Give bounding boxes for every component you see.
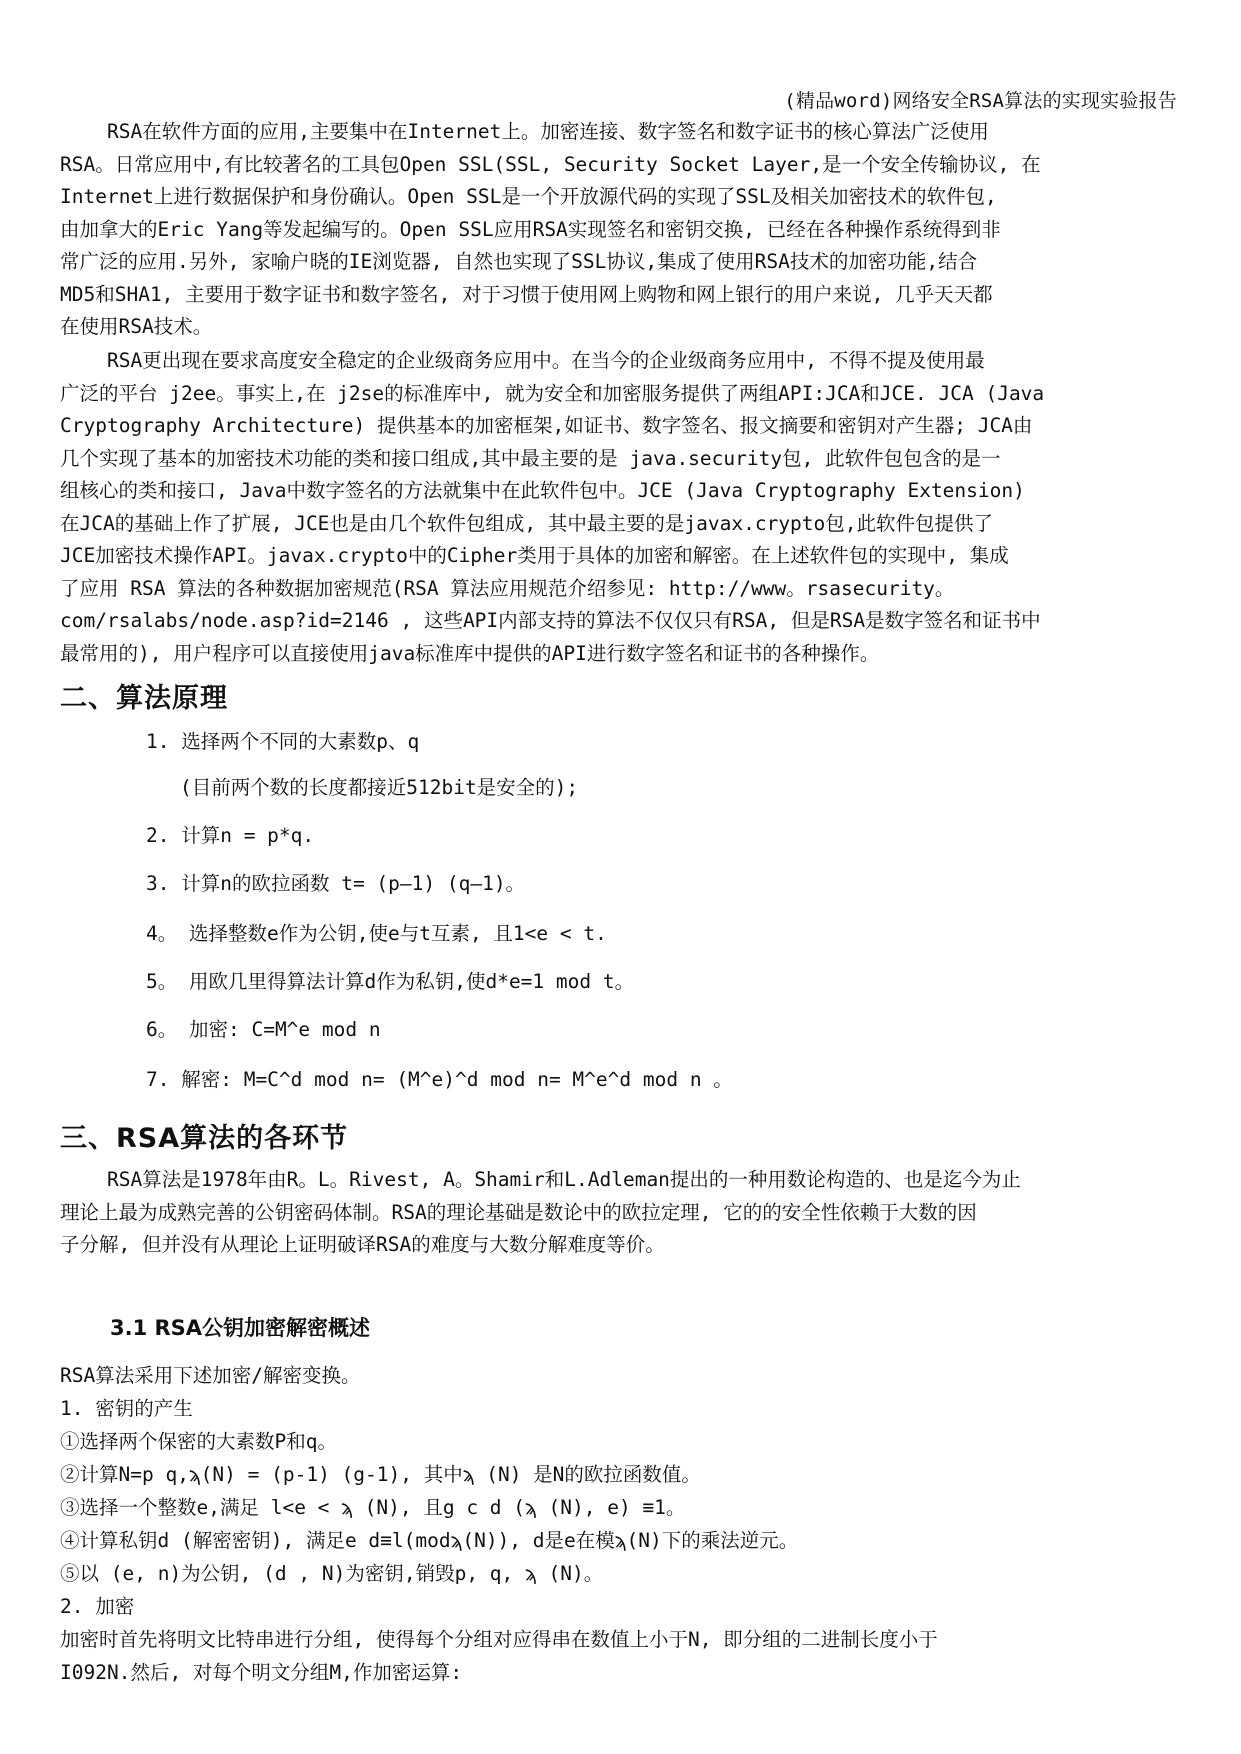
intro-paragraph-1	[60, 116, 1185, 344]
text-line: com/rsalabs/node.asp?id=2146 , 这些API内部支持的算法不仅仅只有RSA, 但是RSA是数字签名和证书中	[60, 609, 1041, 632]
text-line: RSA算法是1978年由R。L。Rivest, A。Shamir和L.Adleman提出的一种用数论构造的、也是迄今为止	[107, 1168, 1021, 1191]
text-line: 几个实现了基本的加密技术功能的类和接口组成,其中最主要的是 java.security包, 此软件包包含的是一	[60, 446, 1001, 470]
text-line: 子分解, 但并没有从理论上证明破译RSA的难度与大数分解难度等价。	[60, 1233, 665, 1256]
text-line: I092N.然后, 对每个明文分组M,作加密运算:	[60, 1661, 463, 1684]
algorithm-step: 5。 用欧几里得算法计算d作为私钥,使d*e=1 mod t。	[146, 970, 635, 993]
text-line: 在使用RSA技术。	[60, 315, 213, 338]
text-line: Internet上进行数据保护和身份确认。Open SSL是一个开放源代码的实现了SSL及相关加密技术的软件包,	[60, 185, 997, 208]
algorithm-step: 7. 解密: M=C^d mod n= (M^e)^d mod n= M^e^d mod n 。	[146, 1068, 733, 1091]
text-line: MD5和SHA1, 主要用于数字证书和数字签名, 对于习惯于使用网上购物和网上银行的用户来说, 几乎天天都	[60, 282, 993, 306]
text-line: Cryptography Architecture) 提供基本的加密框架,如证书、数字签名、报文摘要和密钥对产生器; JCA由	[60, 414, 1033, 437]
text-line: 广泛的平台 j2ee。事实上,在 j2se的标准库中, 就为安全和加密服务提供了两组API:JCA和JCE. JCA (Java	[60, 381, 1045, 405]
page-header-title: (精品word)网络安全RSA算法的实现实验报告	[784, 90, 1177, 112]
text-line: RSA算法采用下述加密/解密变换。	[60, 1364, 361, 1387]
text-line: 在JCA的基础上作了扩展, JCE也是由几个软件包组成, 其中最主要的是javax.crypto包,此软件包提供了	[60, 511, 994, 535]
section-3-paragraph	[60, 1164, 1185, 1262]
text-line: 组核心的类和接口, Java中数字签名的方法就集中在此软件包中。JCE (Java Cryptography Extension)	[60, 479, 1025, 502]
text-line: ②计算N=p q,ϡ(N) = (p-1) (g-1), 其中ϡ (N) 是N的欧拉函数值。	[60, 1463, 701, 1486]
text-line: 加密时首先将明文比特串进行分组, 使得每个分组对应得串在数值上小于N, 即分组的二进制长度小于	[60, 1628, 938, 1651]
section-3-heading: 三、RSA算法的各环节	[60, 1123, 349, 1154]
text-line: ③选择一个整数e,满足 l<e < ϡ (N), 且g c d (ϡ (N), e) ≡1。	[60, 1496, 686, 1519]
algorithm-step: 4。 选择整数e作为公钥,使e与t互素, 且1<e < t.	[146, 922, 607, 945]
text-line: 由加拿大的Eric Yang等发起编写的。Open SSL应用RSA实现签名和密钥交换, 已经在各种操作系统得到非	[60, 217, 1001, 241]
text-line: JCE加密技术操作API。javax.crypto中的Cipher类用于具体的加密和解密。在上述软件包的实现中, 集成	[60, 544, 1009, 567]
algorithm-step: 3. 计算n的欧拉函数 t= (p—1) (q—1)。	[146, 872, 526, 895]
text-line: ①选择两个保密的大素数P和q。	[60, 1430, 337, 1453]
text-line: 理论上最为成熟完善的公钥密码体制。RSA的理论基础是数论中的欧拉定理, 它的的安全性依赖于大数的因	[60, 1200, 977, 1224]
text-line: ⑤以 (e, n)为公钥, (d , N)为密钥,销毁p, q, ϡ (N)。	[60, 1562, 604, 1585]
text-line: 2. 加密	[60, 1595, 135, 1618]
algorithm-step-note: (目前两个数的长度都接近512bit是安全的);	[180, 776, 579, 799]
text-line: RSA。日常应用中,有比较著名的工具包Open SSL(SSL, Security Socket Layer,是一个安全传输协议, 在	[60, 152, 1041, 176]
intro-paragraph-2	[60, 345, 1185, 670]
text-line: RSA更出现在要求高度安全稳定的企业级商务应用中。在当今的企业级商务应用中, 不得不提及使用最	[107, 349, 985, 372]
text-line: 了应用 RSA 算法的各种数据加密规范(RSA 算法应用规范介绍参见: http://www。rsasecurity。	[60, 576, 955, 600]
text-line: 最常用的), 用户程序可以直接使用java标准库中提供的API进行数字签名和证书的各种操作。	[60, 641, 880, 665]
text-line: 常广泛的应用.另外, 家喻户晓的IE浏览器, 自然也实现了SSL协议,集成了使用RSA技术的加密功能,结合	[60, 250, 978, 273]
section-2-heading: 二、算法原理	[60, 683, 228, 714]
algorithm-step: 2. 计算n = p*q.	[146, 824, 315, 847]
text-line: ④计算私钥d (解密密钥), 满足e d≡l(modϡ(N)), d是e在模ϡ(N)下的乘法逆元。	[60, 1529, 799, 1552]
text-line: 1. 密钥的产生	[60, 1397, 193, 1420]
algorithm-step: 6。 加密: C=M^e mod n	[146, 1018, 381, 1041]
subsection-3-1-heading: 3.1 RSA公钥加密解密概述	[110, 1316, 371, 1340]
text-line: RSA在软件方面的应用,主要集中在Internet上。加密连接、数字签名和数字证书的核心算法广泛使用	[107, 120, 989, 143]
algorithm-step: 1. 选择两个不同的大素数p、q	[146, 730, 420, 753]
